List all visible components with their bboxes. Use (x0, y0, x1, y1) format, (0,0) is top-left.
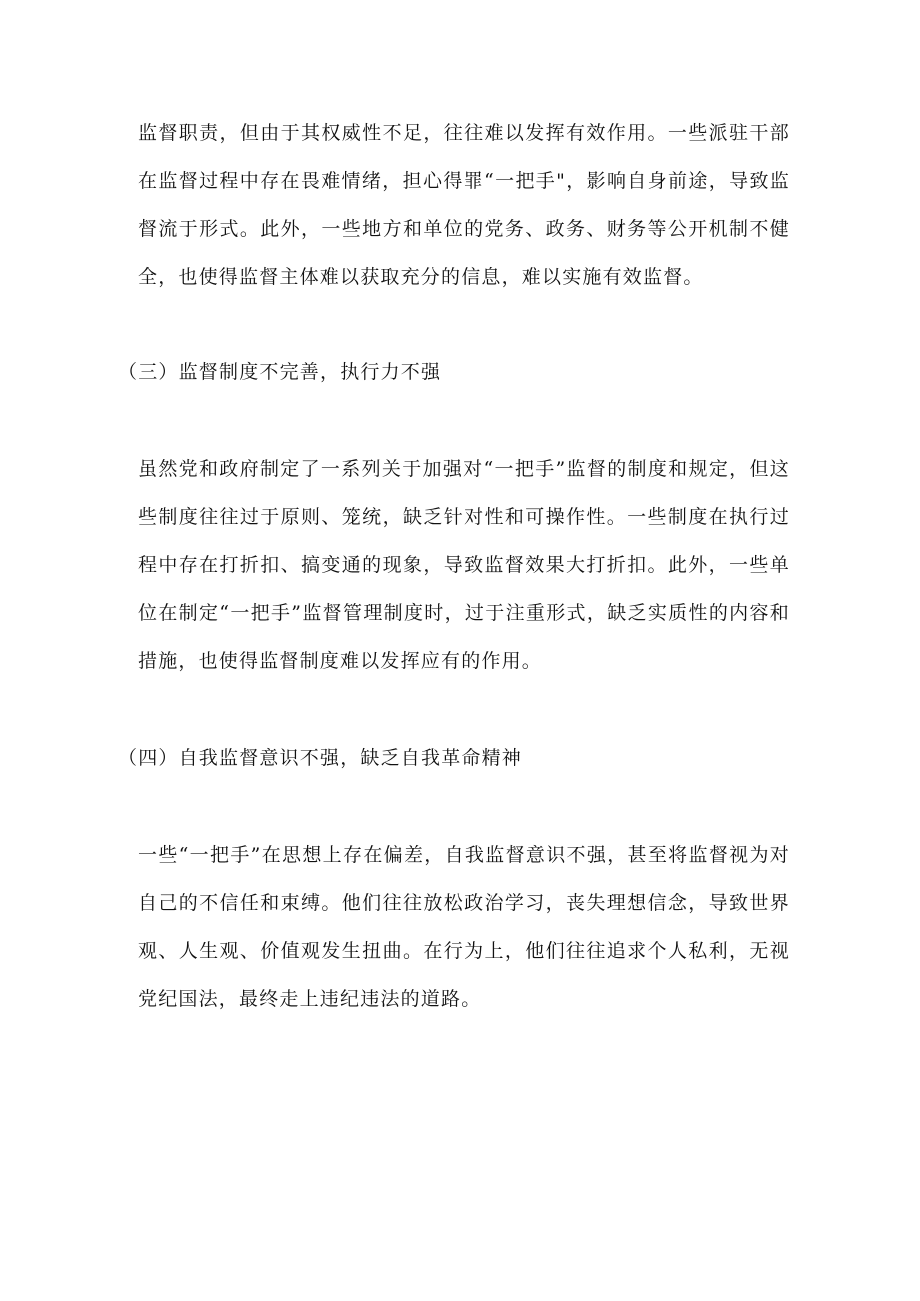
body-paragraph: 监督职责，但由于其权威性不足，往往难以发挥有效作用。一些派驻干部在监督过程中存在畏难情绪，担心得罪“一把手"，影响自身前途，导致监督流于形式。此外，一些地方和单位的党务、政务、财务等公开机制不健全，也使得监督主体难以获取充分的信息，难以实施有效监督。 (138, 122, 790, 288)
section-heading: （三）监督制度不完善，执行力不强 (118, 361, 442, 383)
body-paragraph: 虽然党和政府制定了一系列关于加强对“一把手”监督的制度和规定，但这些制度往往过于原则、笼统，缺乏针对性和可操作性。一些制度在执行过程中存在打折扣、搞变通的现象，导致监督效果大打折扣。此外，一些单位在制定“一把手”监督管理制度时，过于注重形式，缺乏实质性的内容和措施，也使得监督制度难以发挥应有的作用。 (138, 458, 790, 672)
section-heading: （四）自我监督意识不强，缺乏自我革命精神 (118, 747, 523, 769)
body-paragraph: 一些“一把手”在思想上存在偏差，自我监督意识不强，甚至将监督视为对自己的不信任和束缚。他们往往放松政治学习，丧失理想信念，导致世界观、人生观、价值观发生扭曲。在行为上，他们往往追求个人私利，无视党纪国法，最终走上违纪违法的道路。 (138, 844, 790, 1010)
